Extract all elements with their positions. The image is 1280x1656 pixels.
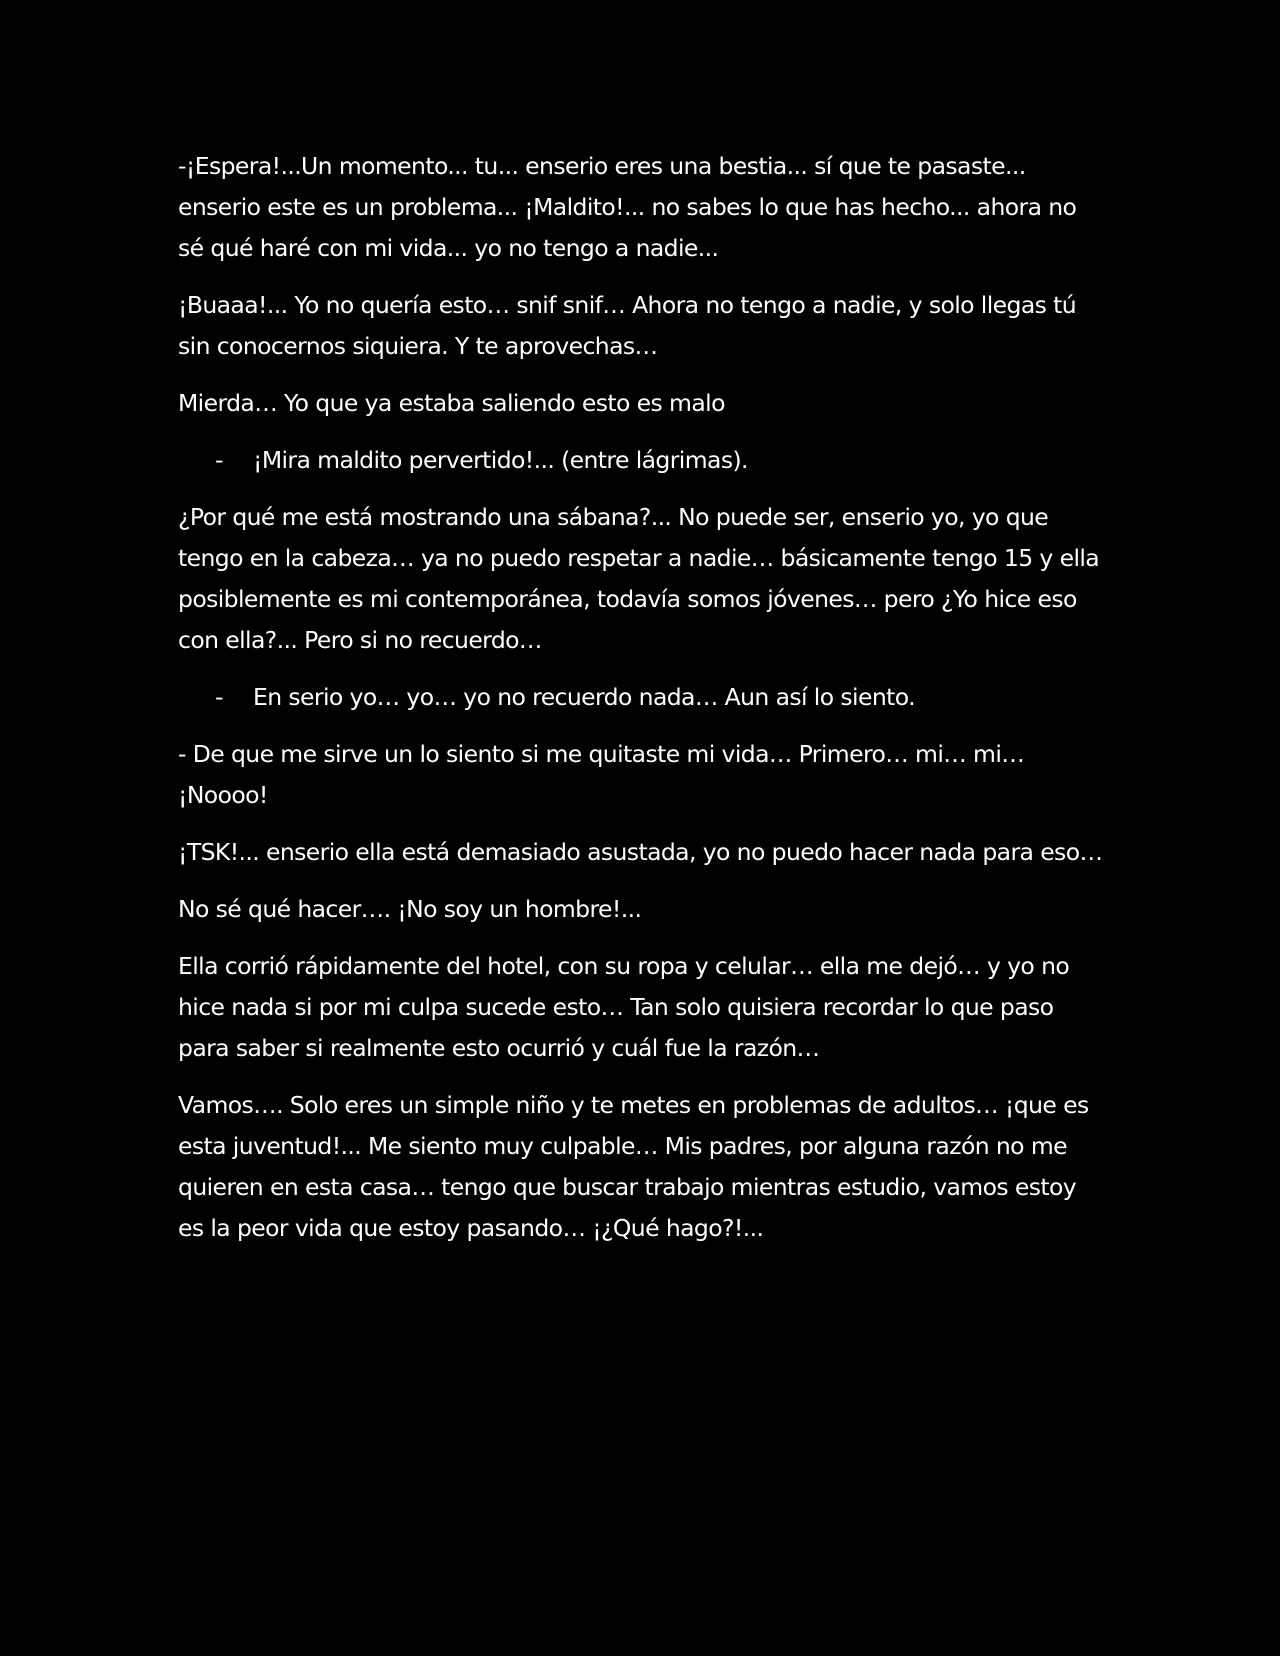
paragraph: -¡Espera!...Un momento... tu... enserio eres una bestia... sí que te pasaste... enserio este es un problema... ¡Maldito!... no sabes lo que has hecho... ahora no sé qué haré con mi vida... yo no tengo a nadie... (178, 152, 1077, 262)
document-page (178, 146, 1108, 1265)
dialogue-dash: - (215, 446, 223, 474)
dialogue-text: En serio yo… yo… yo no recuerdo nada… Aun así lo siento. (253, 683, 915, 711)
paragraph: Ella corrió rápidamente del hotel, con su ropa y celular… ella me dejó… y yo no hice nada si por mi culpa sucede esto… Tan solo quisiera recordar lo que paso para saber si realmente esto ocurrió y cuál fue la razón… (178, 952, 1070, 1062)
dialogue-dash: - (215, 683, 223, 711)
paragraph: No sé qué hacer…. ¡No soy un hombre!... (178, 895, 642, 923)
dialogue-text: ¡Mira maldito pervertido!... (entre lágrimas). (253, 446, 748, 474)
paragraph: Vamos…. Solo eres un simple niño y te metes en problemas de adultos… ¡que es esta juventud!... Me siento muy culpable… Mis padres, por alguna razón no me quieren en esta casa… tengo que buscar trabajo mientras estudio, vamos estoy es la peor vida que estoy pasando… ¡¿Qué hago?!... (178, 1091, 1089, 1242)
paragraph: - De que me sirve un lo siento si me quitaste mi vida… Primero… mi… mi… ¡Noooo! (178, 740, 1025, 809)
dialogue-line (178, 677, 1108, 718)
paragraph: ¿Por qué me está mostrando una sábana?... No puede ser, enserio yo, yo que tengo en la cabeza… ya no puedo respetar a nadie… básicamente tengo 15 y ella posiblemente es mi contemporánea, todavía somos jóvenes… pero ¿Yo hice eso con ella?... Pero si no recuerdo… (178, 503, 1100, 654)
dialogue-line (178, 440, 1108, 481)
paragraph: ¡TSK!... enserio ella está demasiado asustada, yo no puedo hacer nada para eso… (178, 838, 1103, 866)
paragraph: Mierda… Yo que ya estaba saliendo esto es malo (178, 389, 725, 417)
paragraph: ¡Buaaa!... Yo no quería esto… snif snif… Ahora no tengo a nadie, y solo llegas tú sin conocernos siquiera. Y te aprovechas… (178, 291, 1077, 360)
